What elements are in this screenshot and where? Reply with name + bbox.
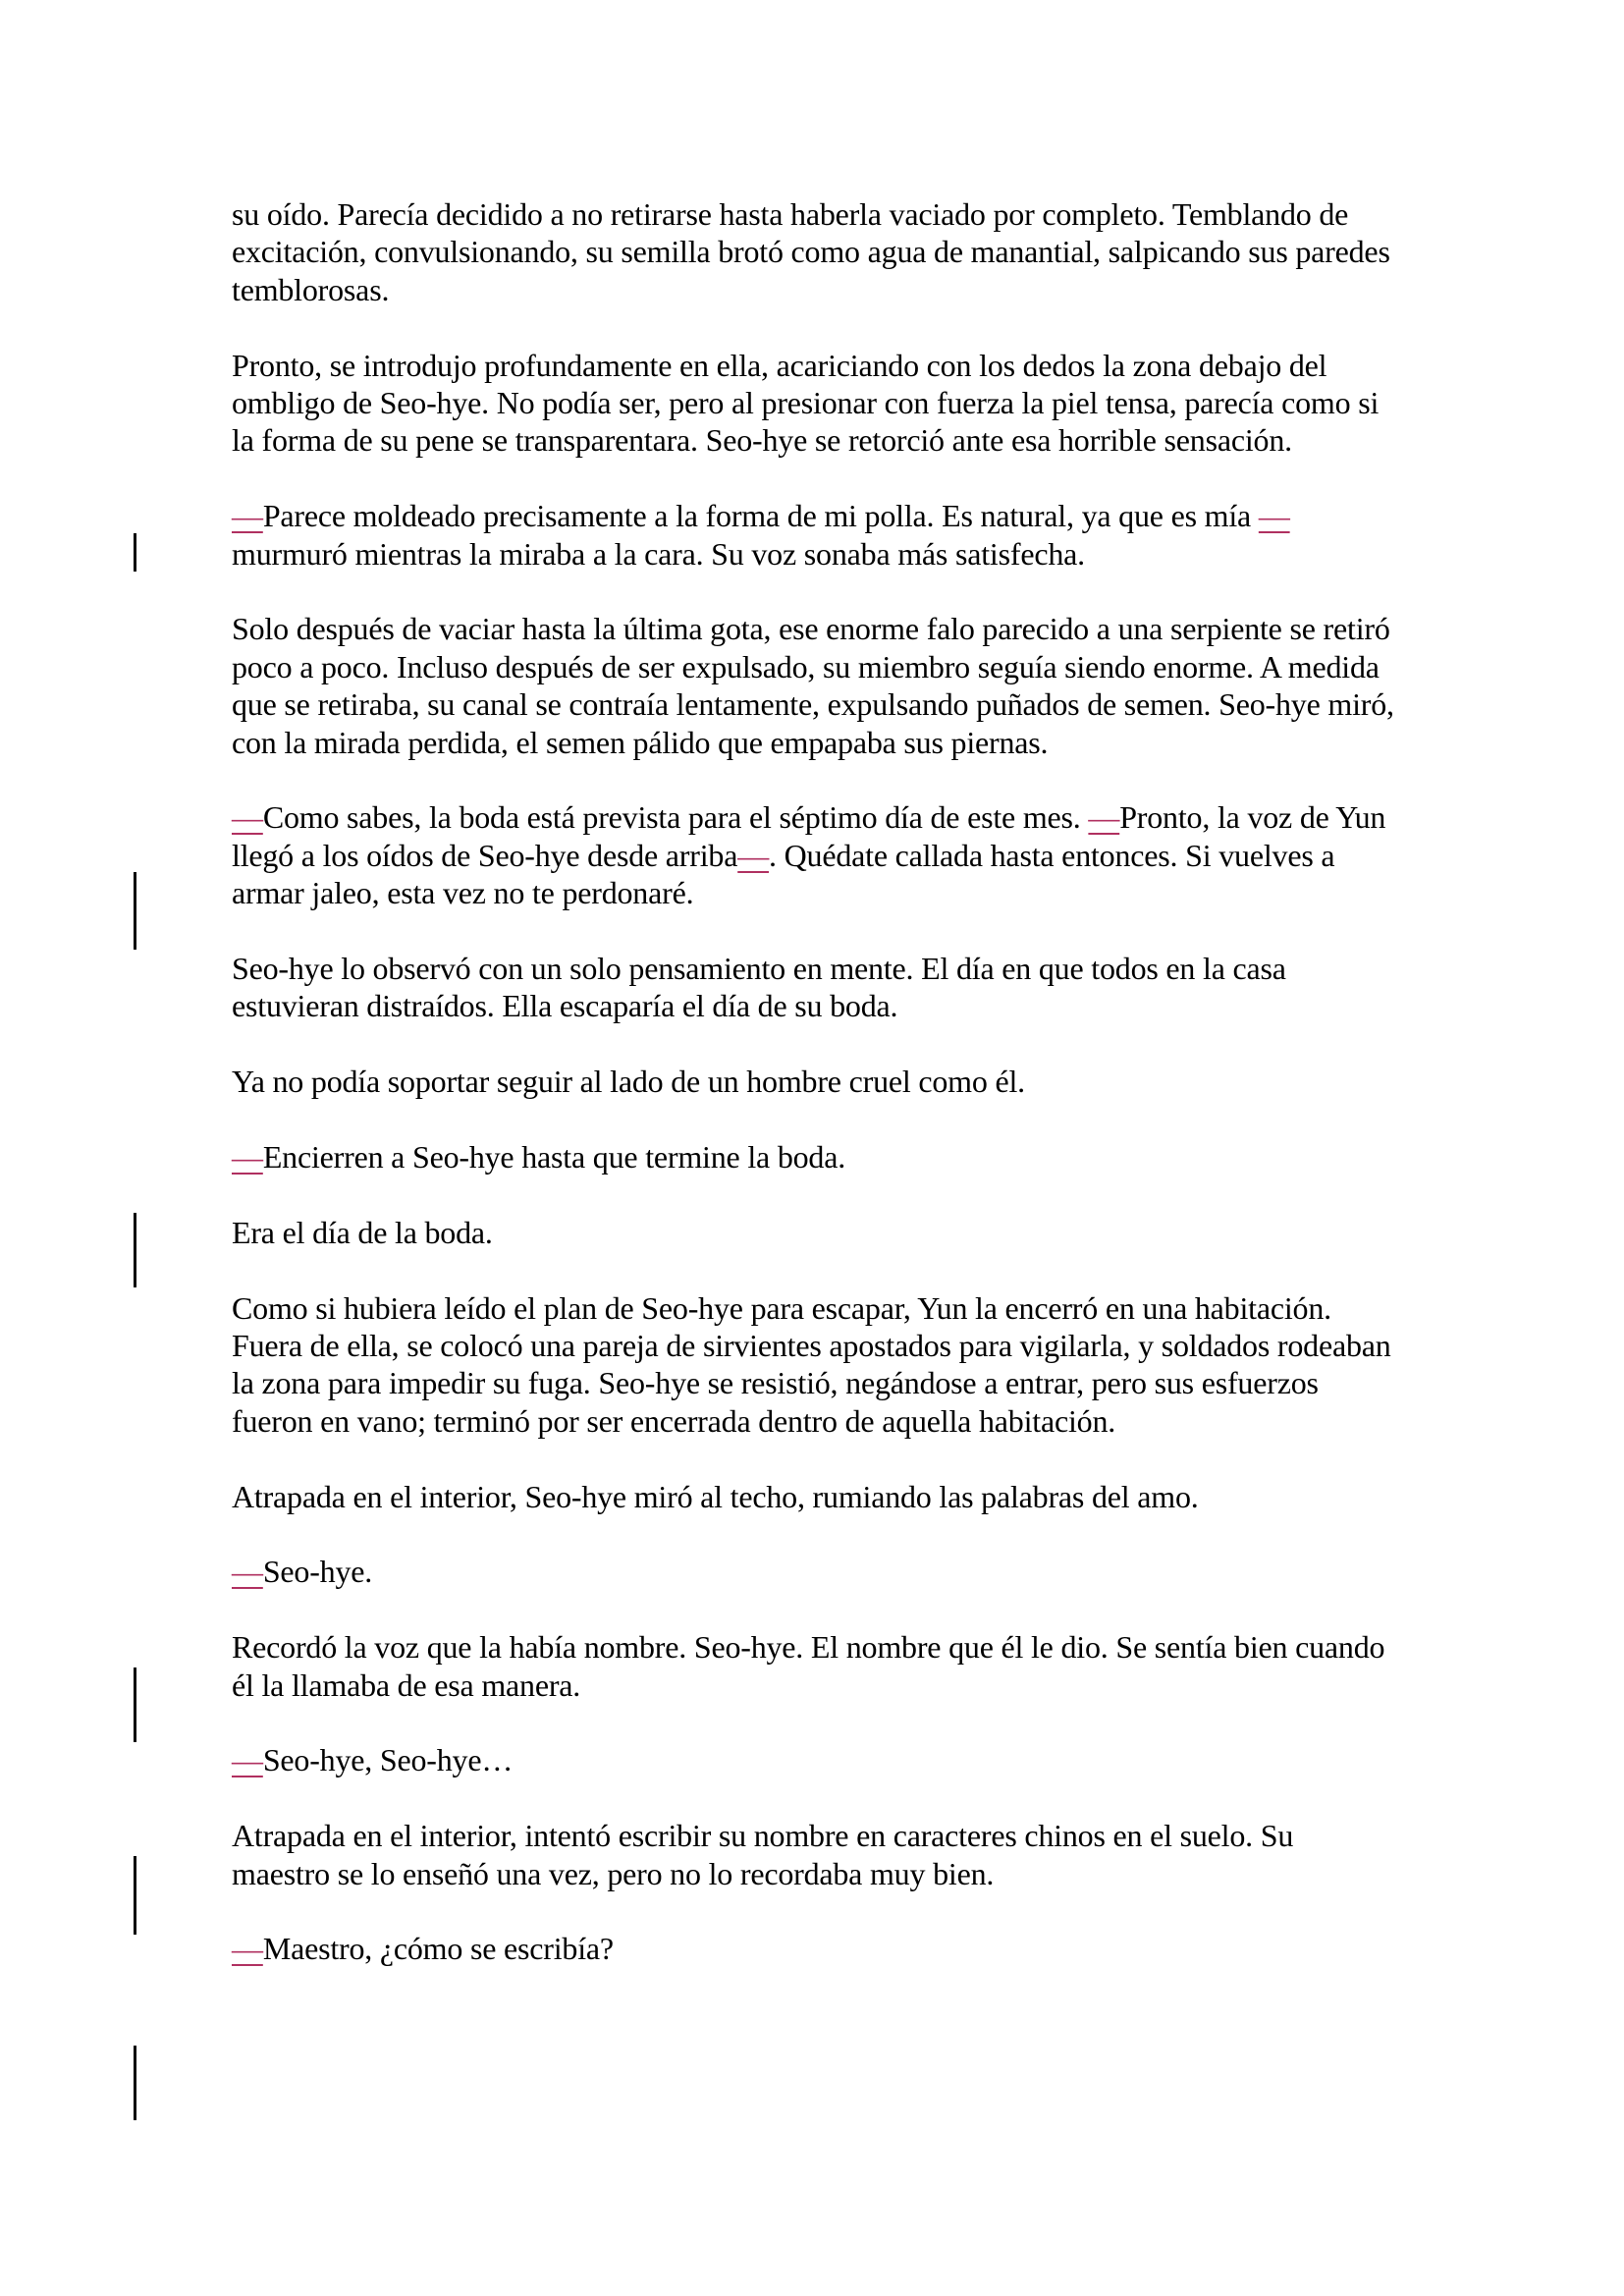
tracked-insertion-dash: — <box>232 1139 263 1175</box>
paragraph-text: Maestro, ¿cómo se escribía? <box>262 1931 614 1967</box>
tracked-insertion-dash: — <box>232 498 263 534</box>
tracked-insertion-dash: — <box>232 1931 263 1967</box>
paragraph <box>232 1289 1394 1441</box>
paragraph <box>232 1628 1394 1704</box>
paragraph-text: Seo-hye, Seo-hye… <box>262 1742 514 1778</box>
paragraph <box>232 1063 1394 1100</box>
paragraph-text: . Quédate callada hasta entonces. Si vuelves a armar jaleo, esta vez no te perdonaré. <box>232 837 1335 911</box>
tracked-insertion-dash: — <box>232 1554 263 1590</box>
paragraph-text: Recordó la voz que la había nombre. Seo-hye. El nombre que él le dio. Se sentía bien cuando él la llamaba de esa manera. <box>232 1629 1385 1703</box>
tracked-insertion-dash: — <box>232 1742 263 1778</box>
paragraph-text: Como sabes, la boda está prevista para el séptimo día de este mes. <box>262 799 1089 836</box>
paragraph-text: Como si hubiera leído el plan de Seo-hye para escapar, Yun la encerró en una habitación. Fuera de ella, se colocó una pareja de sirvientes apostados para vigilarla, y soldados rodeaban la zona para impedir su fuga. Seo-hye se resistió, negándose a entrar, pero sus esfuerzos fueron en vano; terminó por ser encerrada dentro de aquella habitación. <box>232 1289 1391 1439</box>
paragraph <box>232 1138 1394 1175</box>
paragraph-text: Seo-hye. <box>262 1554 373 1590</box>
paragraph <box>232 798 1394 911</box>
paragraph <box>232 497 1394 573</box>
paragraph <box>232 195 1394 308</box>
paragraph-text: Ya no podía soportar seguir al lado de un hombre cruel como él. <box>232 1064 1025 1100</box>
paragraph-text: Pronto, la voz de Yun llegó a los oídos de Seo-hye desde arriba <box>232 799 1386 873</box>
paragraph <box>232 1553 1394 1590</box>
paragraph <box>232 1741 1394 1778</box>
paragraph <box>232 610 1394 761</box>
paragraph-text: Parece moldeado precisamente a la forma de mi polla. Es natural, ya que es mía <box>262 498 1259 534</box>
tracked-insertion-dash: — <box>232 799 263 836</box>
paragraph-text: Pronto, se introdujo profundamente en ella, acariciando con los dedos la zona debajo del ombligo de Seo-hye. No podía ser, pero al presionar con fuerza la piel tensa, parecía como si la forma de su pene se transparentara. Seo-hye se retorció ante esa horrible sensación. <box>232 347 1380 459</box>
paragraph-text: Encierren a Seo-hye hasta que termine la boda. <box>262 1139 846 1175</box>
tracked-insertion-dash: — <box>737 837 770 873</box>
change-bar <box>134 533 136 572</box>
paragraph <box>232 950 1394 1025</box>
paragraph <box>232 347 1394 460</box>
paragraph <box>232 1817 1394 1892</box>
paragraph-text: Era el día de la boda. <box>232 1214 493 1250</box>
paragraph-text: su oído. Parecía decidido a no retirarse hasta haberla vaciado por completo. Temblando de excitación, convulsionando, su semilla brotó como agua de manantial, salpicando sus paredes temblorosas. <box>232 196 1390 307</box>
tracked-insertion-dash: — <box>1258 498 1290 534</box>
tracked-insertion-dash: — <box>1088 799 1120 836</box>
paragraph <box>232 1214 1394 1251</box>
change-bar <box>134 2046 136 2120</box>
paragraph-text: Atrapada en el interior, Seo-hye miró al techo, rumiando las palabras del amo. <box>232 1478 1199 1514</box>
change-bar <box>134 1213 136 1287</box>
paragraph <box>232 1930 1394 1967</box>
change-bar <box>134 1856 136 1935</box>
paragraph-text: Seo-hye lo observó con un solo pensamiento en mente. El día en que todos en la casa estuvieran distraídos. Ella escaparía el día de su boda. <box>232 951 1286 1024</box>
paragraph-text: Atrapada en el interior, intentó escribir su nombre en caracteres chinos en el suelo. Su maestro se lo enseñó una vez, pero no lo recordaba muy bien. <box>232 1818 1294 1891</box>
document-body <box>232 195 1394 2005</box>
paragraph <box>232 1478 1394 1515</box>
paragraph-text: murmuró mientras la miraba a la cara. Su voz sonaba más satisfecha. <box>232 535 1085 572</box>
paragraph-text: Solo después de vaciar hasta la última gota, ese enorme falo parecido a una serpiente se retiró poco a poco. Incluso después de ser expulsado, su miembro seguía siendo enorme. A medida que se retiraba, su canal se contraía lentamente, expulsando puñados de semen. Seo-hye miró, con la mirada perdida, el semen pálido que empapaba sus piernas. <box>232 611 1394 760</box>
change-bar <box>134 1667 136 1742</box>
change-bar <box>134 872 136 950</box>
